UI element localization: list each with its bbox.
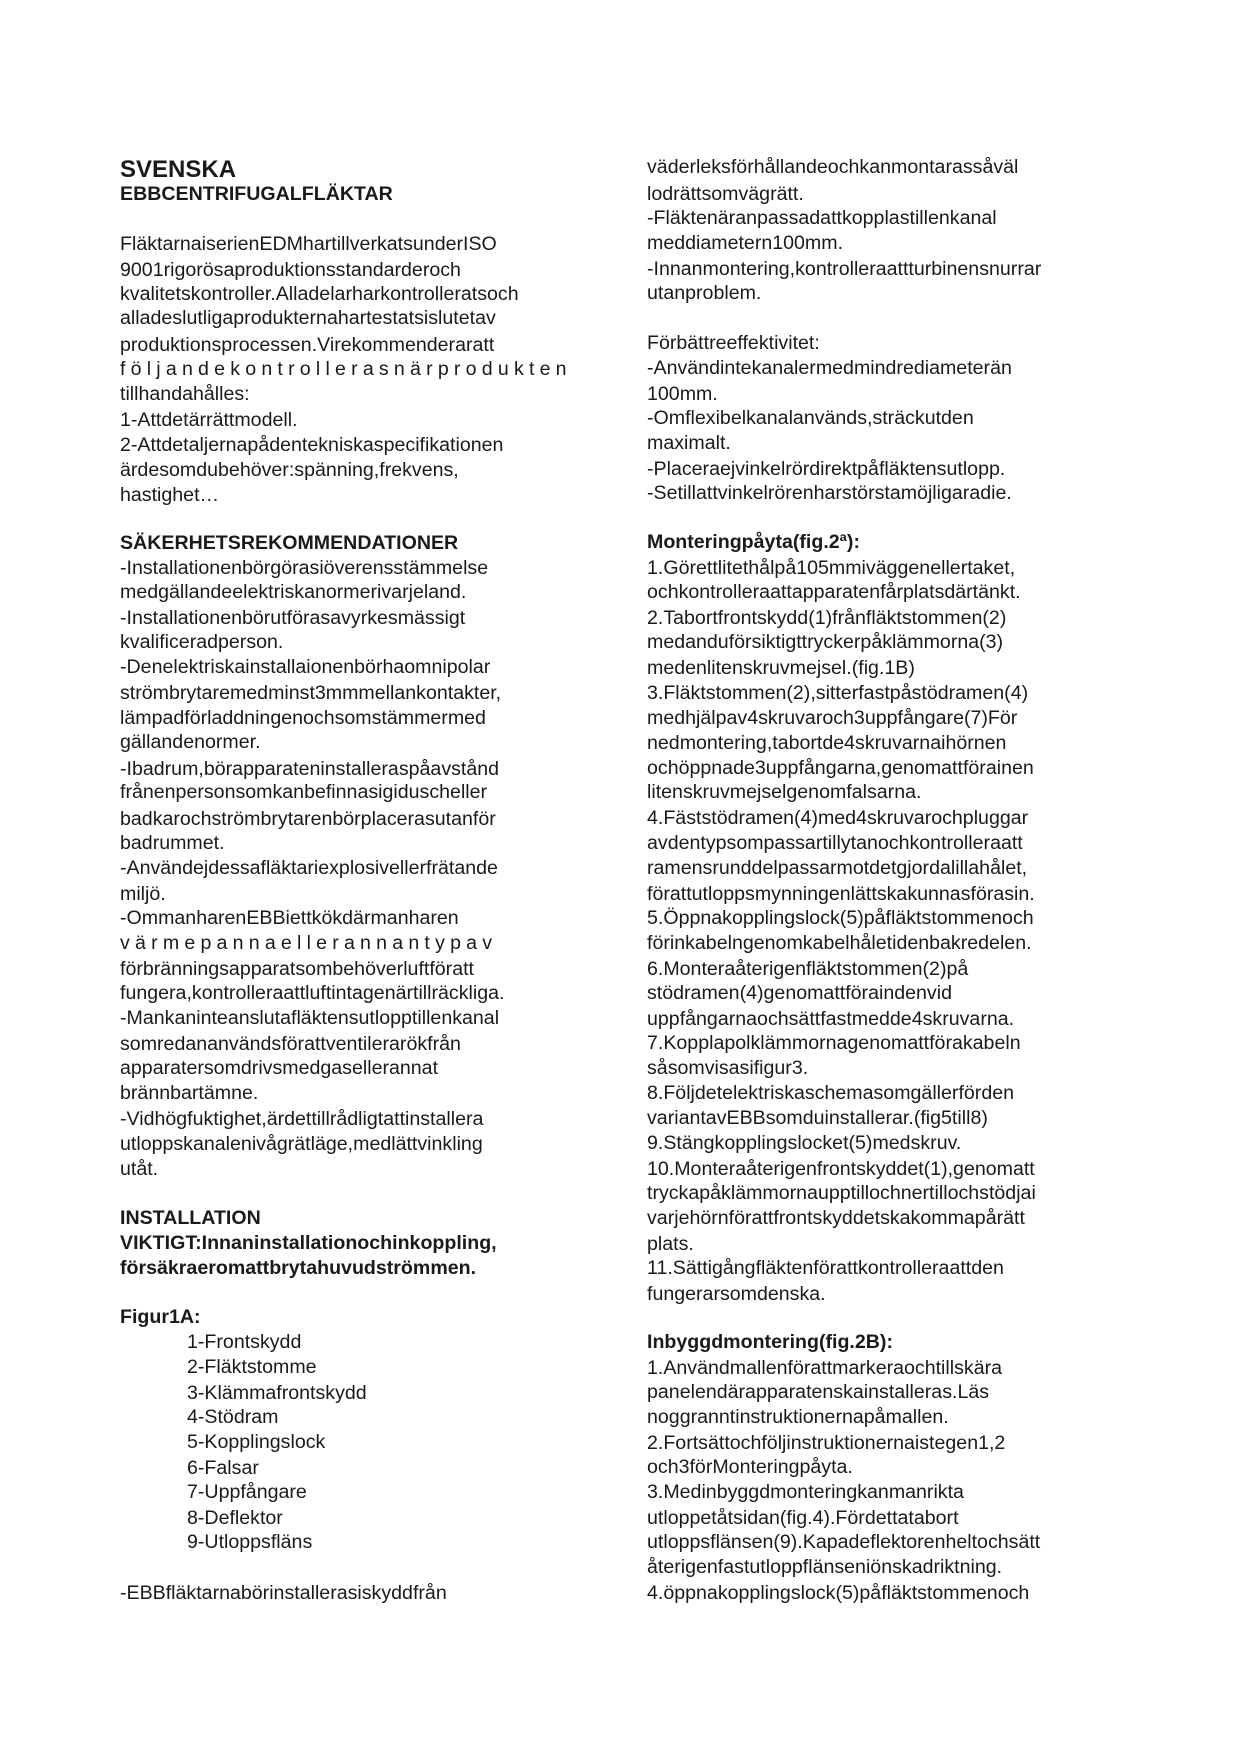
step-line: 5.Öppnakopplingslock(5)påfläktstommenoch [647, 907, 1034, 929]
safety-line: -Användejdessafläktariexplosivellerfrätande [120, 857, 498, 879]
intro-line: ärdesomdubehöver:spänning,frekvens, [120, 459, 459, 481]
step-line: fungerarsomdenska. [647, 1283, 826, 1305]
step-line: 3.Fläktstommen(2),sitterfastpåstödramen(4) [647, 682, 1029, 704]
safety-line: utåt. [120, 1158, 159, 1180]
intro-line: produktionsprocessen.Virekommenderaratt [120, 334, 495, 356]
text-line: -Omflexibelkanalanvänds,sträckutden [647, 407, 974, 429]
intro-line: 2-Attdetaljernapådentekniskaspecifikationen [120, 434, 504, 456]
intro-line: kvalitetskontroller.Alladelarharkontrolleratsoch [120, 283, 519, 305]
efficiency-title: Förbättreeffektivitet: [647, 332, 820, 354]
safety-line: fungera,kontrolleraattluftintagenärtillräckliga. [120, 982, 505, 1004]
legend-item: 7-Uppfångare [187, 1481, 307, 1503]
installation-warning-line: försäkraeromattbrytahuvudströmmen. [120, 1257, 477, 1279]
step-line: 11.Sättigångfläktenförattkontrolleraattden [647, 1257, 1004, 1279]
legend-item: 1-Frontskydd [187, 1331, 302, 1353]
step-line: variantavEBBsomduinstallerar.(fig5till8) [647, 1107, 988, 1129]
step-line: tryckapåklämmornaupptillochnertillochstödjai [647, 1182, 1036, 1204]
step-line: plats. [647, 1233, 694, 1255]
safety-line: -Installationenbörutförasavyrkesmässigt [120, 607, 466, 629]
intro-line: följandekontrollerasnärprodukten [120, 358, 572, 380]
step-line: 6.Monteraåterigenfläktstommen(2)på [647, 958, 969, 980]
step-line: stödramen(4)genomattföraindenvid [647, 982, 952, 1004]
text-line: utanproblem. [647, 282, 762, 304]
installation-warning-line: VIKTIGT:Innaninstallationochinkoppling, [120, 1232, 497, 1254]
step-line: panelendärapparatenskainstalleras.Läs [647, 1381, 990, 1403]
step-line: ochöppnade3uppfångarna,genomattförainen [647, 757, 1034, 779]
step-line: och3förMonteringpåyta. [647, 1456, 853, 1478]
safety-line: utloppskanalenivågrätläge,medlättvinkling [120, 1133, 483, 1155]
intro-line: 9001rigorösaproduktionsstandarderoch [120, 259, 461, 281]
text-line: -Fläktenäranpassadattkopplastillenkanal [647, 207, 997, 229]
step-line: 4.öppnakopplingslock(5)påfläktstommenoch [647, 1582, 1030, 1604]
text-line: -Setillattvinkelrörenharstörstamöjligaradie. [647, 482, 1012, 504]
safety-line: kvalificeradperson. [120, 631, 284, 653]
safety-line: gällandenormer. [120, 731, 261, 753]
step-line: 2.Fortsättochföljinstruktionernaistegen1,2 [647, 1432, 1006, 1454]
safety-line: apparatersomdrivsmedgasellerannat [120, 1057, 439, 1079]
safety-line: miljö. [120, 883, 166, 905]
figure-heading: Figur1A: [120, 1306, 201, 1328]
text-line: -Placeraejvinkelrördirektpåfläktensutlopp. [647, 458, 1006, 480]
safety-line: lämpadförladdningenochsomstämmermed [120, 707, 486, 729]
safety-line: strömbrytaremedminst3mmmellankontakter, [120, 682, 502, 704]
step-line: litenskruvmejselgenomfalsarna. [647, 781, 922, 803]
legend-item: 5-Kopplingslock [187, 1431, 326, 1453]
intro-line: FläktarnaiserienEDMhartillverkatsunderISO [120, 233, 497, 255]
step-line: förinkabelngenomkabelhåletidenbakredelen. [647, 932, 1032, 954]
step-line: såsomvisasifigur3. [647, 1057, 809, 1079]
safety-line: -OmmanharenEBBiettkökdärmanharen [120, 907, 459, 929]
text-line: lodrättsomvägrätt. [647, 183, 804, 205]
safety-line: frånenpersonsomkanbefinnasigiduscheller [120, 781, 488, 803]
step-line: 1.Görettlitethålpå105mmiväggenellertaket, [647, 557, 1016, 579]
safety-heading: SÄKERHETSREKOMMENDATIONER [120, 532, 459, 554]
safety-line: -Ibadrum,börapparateninstalleraspåavstånd [120, 758, 500, 780]
legend-item: 8-Deflektor [187, 1507, 283, 1529]
step-line: noggranntinstruktionernapåmallen. [647, 1406, 949, 1428]
step-line: ochkontrolleraattapparatenfårplatsdärtänkt. [647, 581, 1021, 603]
intro-line: 1-Attdetärrättmodell. [120, 409, 298, 431]
step-line: 9.Stängkopplingslocket(5)medskruv. [647, 1132, 962, 1154]
step-line: 1.Användmallenförattmarkeraochtillskära [647, 1357, 1003, 1379]
wall-mounting-heading: Monteringpåyta(fig.2ª): [647, 531, 860, 553]
step-line: 7.Kopplapolklämmornagenomattförakabeln [647, 1032, 1021, 1054]
step-line: 8.Följdetelektriskaschemasomgällerförden [647, 1082, 1015, 1104]
language-title: SVENSKA [120, 156, 237, 183]
step-line: varjehörnförattfrontskyddetskakommapårätt [647, 1207, 1025, 1229]
safety-line: badrummet. [120, 832, 225, 854]
safety-line: -Vidhögfuktighet,ärdettillrådligtattinstallera [120, 1108, 484, 1130]
product-title: EBBCENTRIFUGALFLÄKTAR [120, 183, 393, 205]
safety-line: brännbartämne. [120, 1082, 259, 1104]
step-line: 4.Fäststödramen(4)med4skruvarochpluggar [647, 807, 1029, 829]
safety-line: somredananvändsförattventilerarökfrån [120, 1033, 461, 1055]
safety-line: -Denelektriskainstallaionenbörhaomnipolar [120, 656, 491, 678]
step-line: förattutloppsmynningenlättskakunnasförasin. [647, 883, 1035, 905]
step-line: ramensrunddelpassarmotdetgjordalillahålet, [647, 857, 1028, 879]
step-line: utloppetåtsidan(fig.4).Fördettatabort [647, 1507, 959, 1529]
safety-line: badkarochströmbrytarenbörplacerasutanför [120, 808, 496, 830]
legend-item: 3-Klämmafrontskydd [187, 1382, 367, 1404]
safety-line: -Mankaninteanslutafläktensutlopptillenkanal [120, 1007, 500, 1029]
step-line: 10.Monteraåterigenfrontskyddet(1),genomatt [647, 1158, 1035, 1180]
safety-line: medgällandeelektriskanormerivarjeland. [120, 581, 467, 603]
intro-line: hastighet… [120, 484, 220, 506]
installation-heading: INSTALLATION [120, 1207, 261, 1229]
legend-item: 9-Utloppsfläns [187, 1531, 313, 1553]
intro-line: tillhandahålles: [120, 383, 250, 405]
step-line: utloppsflänsen(9).Kapadeflektorenheltochsätt [647, 1531, 1041, 1553]
legend-item: 2-Fläktstomme [187, 1356, 317, 1378]
step-line: medenlitenskruvmejsel.(fig.1B) [647, 657, 915, 679]
step-line: 3.Medinbyggdmonteringkanmanrikta [647, 1481, 964, 1503]
legend-item: 4-Stödram [187, 1406, 279, 1428]
text-line: -Innanmontering,kontrolleraattturbinensnurrar [647, 258, 1042, 280]
step-line: återigenfastutloppflänseniönskadriktning. [647, 1556, 1003, 1578]
step-line: avdentypsompassartillytanochkontrolleraatt [647, 832, 1023, 854]
step-line: nedmontering,tabortde4skruvarnaihörnen [647, 732, 1007, 754]
text-line: -Användintekanalermedmindrediameterän [647, 357, 1012, 379]
step-line: 2.Tabortfrontskydd(1)frånfläktstommen(2) [647, 607, 1007, 629]
text-line: meddiametern100mm. [647, 232, 844, 254]
legend-item: 6-Falsar [187, 1457, 259, 1479]
step-line: medanduförsiktigttryckerpåklämmorna(3) [647, 631, 1004, 653]
text-line: 100mm. [647, 383, 718, 405]
step-line: medhjälpav4skruvaroch3uppfångare(7)För [647, 707, 1018, 729]
safety-line: förbränningsapparatsombehöverluftföratt [120, 958, 474, 980]
safety-line: värmepannaellerannantypav [120, 932, 498, 954]
safety-line: -Installationenbörgörasiöverensstämmelse [120, 557, 489, 579]
intro-line: alladeslutligaprodukternahartestatsislutetav [120, 307, 496, 329]
text-line: maximalt. [647, 432, 731, 454]
builtin-mounting-heading: Inbyggdmontering(fig.2B): [647, 1331, 893, 1353]
closing-line: -EBBfläktarnabörinstallerasiskyddfrån [120, 1582, 447, 1604]
text-line: väderleksförhållandeochkanmontarassåväl [647, 156, 1019, 178]
step-line: uppfångarnaochsättfastmedde4skruvarna. [647, 1008, 1015, 1030]
